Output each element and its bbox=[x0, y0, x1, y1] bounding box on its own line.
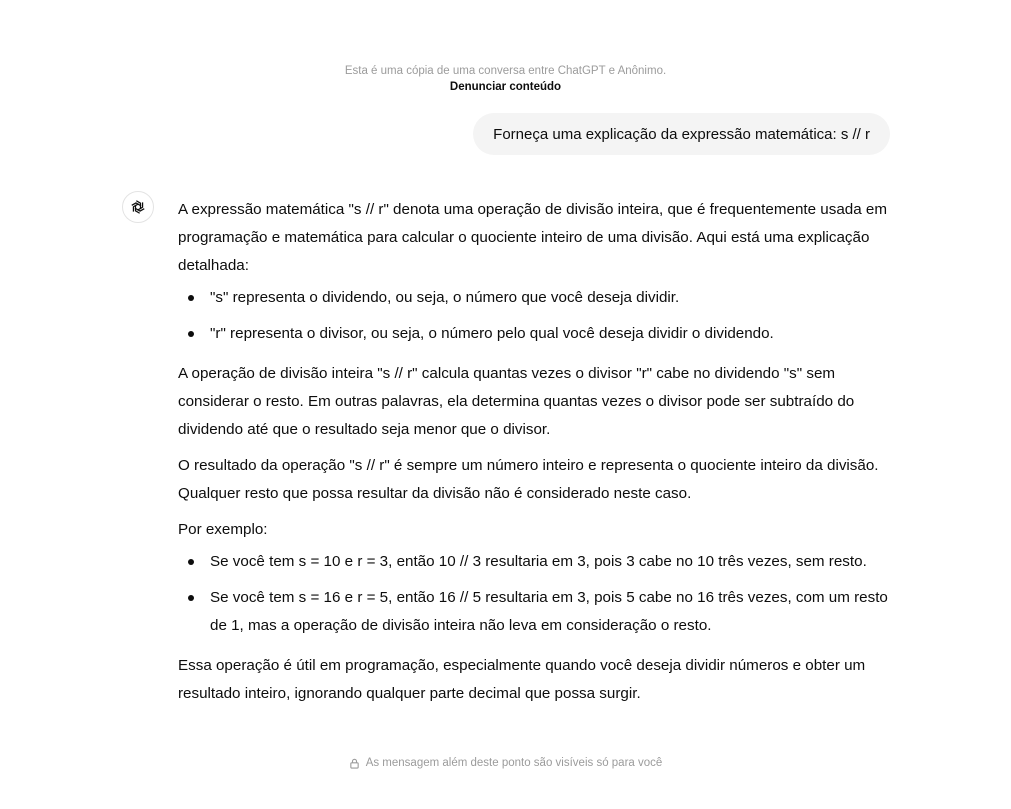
example-intro: Por exemplo: bbox=[178, 521, 268, 538]
report-content-link[interactable]: Denunciar conteúdo bbox=[449, 81, 562, 93]
assistant-message bbox=[178, 196, 898, 708]
list-item: "r" representa o divisor, ou seja, o número pelo qual você deseja dividir o dividendo. bbox=[210, 320, 898, 348]
examples-list bbox=[178, 548, 898, 640]
assistant-conclusion: Essa operação é útil em programação, especialmente quando você deseja dividir números e obter um resultado inteiro, ignorando qualquer parte decimal que possa surgir. bbox=[178, 657, 866, 702]
list-item: Se você tem s = 10 e r = 3, então 10 // 3 resultaria em 3, pois 3 cabe no 10 três vezes, sem resto. bbox=[210, 548, 898, 576]
user-message-text: Forneça uma explicação da expressão matemática: s // r bbox=[493, 125, 870, 143]
list-item: Se você tem s = 16 e r = 5, então 16 // 5 resultaria em 3, pois 5 cabe no 16 três vezes, com um resto de 1, mas a operação de divisão inteira não leva em consideração o resto. bbox=[210, 584, 898, 640]
assistant-avatar bbox=[122, 191, 154, 223]
assistant-paragraph: O resultado da operação "s // r" é sempre um número inteiro e representa o quociente inteiro da divisão. Qualquer resto que possa resultar da divisão não é considerado neste caso. bbox=[178, 457, 879, 502]
definitions-list bbox=[178, 284, 898, 348]
share-header bbox=[0, 63, 1011, 95]
openai-logo-icon bbox=[128, 197, 148, 217]
share-notice: Esta é uma cópia de uma conversa entre ChatGPT e Anônimo. bbox=[344, 65, 667, 77]
assistant-paragraph: A operação de divisão inteira "s // r" calcula quantas vezes o divisor "r" cabe no dividendo "s" sem considerar o resto. Em outras palavras, ela determina quantas vezes o divisor pode ser subtraído do dividendo até que o resultado seja menor que o divisor. bbox=[178, 365, 855, 438]
footer-notice bbox=[0, 757, 1011, 769]
footer-notice-text: As mensagem além deste ponto são visíveis só para você bbox=[365, 757, 663, 769]
lock-icon bbox=[349, 758, 360, 769]
list-item: "s" representa o dividendo, ou seja, o número que você deseja dividir. bbox=[210, 284, 898, 312]
user-message-bubble bbox=[473, 113, 890, 155]
assistant-intro: A expressão matemática "s // r" denota uma operação de divisão inteira, que é frequentemente usada em programação e matemática para calcular o quociente inteiro de uma divisão. Aqui está uma explicação detalhada: bbox=[178, 201, 887, 274]
